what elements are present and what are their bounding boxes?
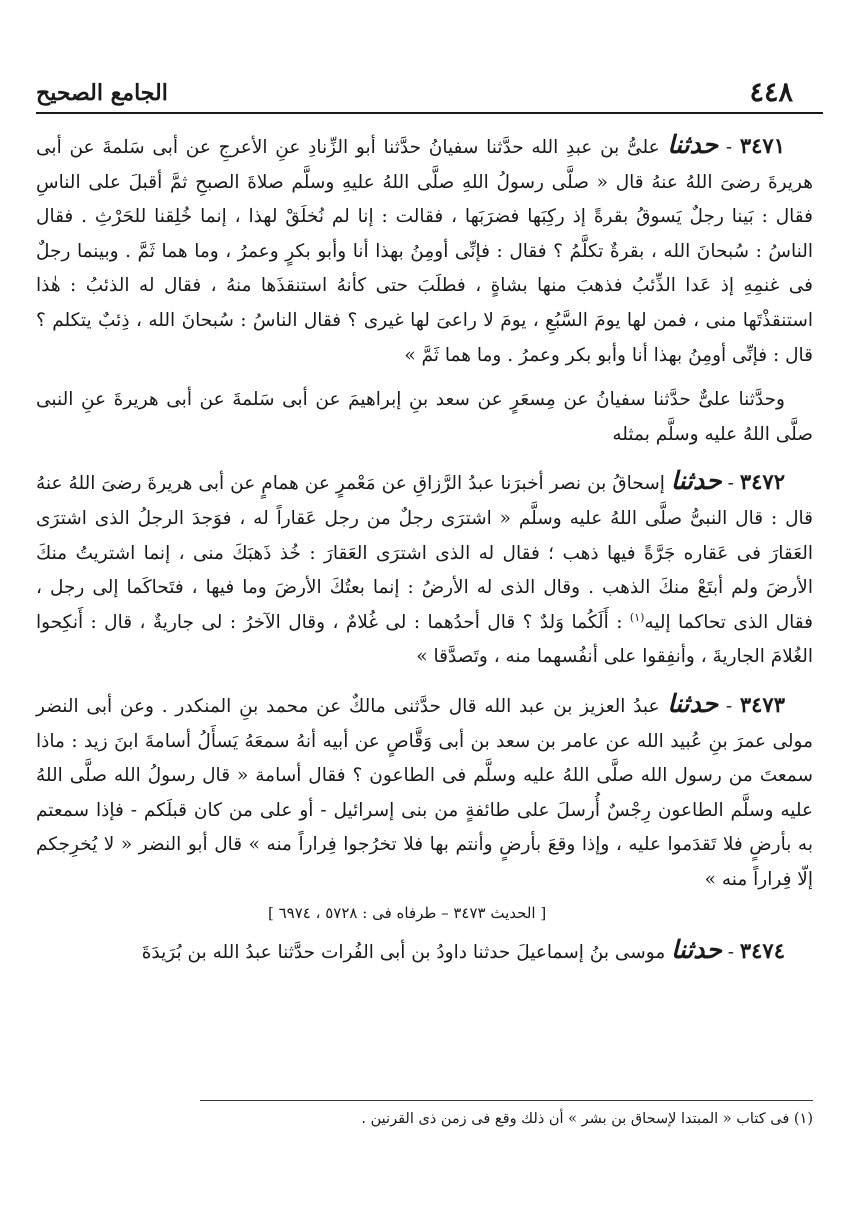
page-number: ٤٤٨	[749, 77, 793, 108]
footnote: (١) فى كتاب « المبتدا لإسحاق بن بشر » أن ذلك وقع فى زمن ذى القرنين .	[361, 1111, 813, 1127]
body-text	[36, 128, 813, 971]
hadith-text: إسحاقُ بن نصر أخبرَنا عبدُ الرَّزاقِ عن مَعْمرٍ عن همامٍ عن أبى هريرةَ رضىَ اللهُ عنهُ قال : قال النبىُّ صلَّى اللهُ عليه وسلَّم « اشترَى رجلٌ من رجل عَقاراً له ، فوَجدَ الرجلُ الذى اشترَى العَقارَ فى عَقاره جَرَّةً فيها ذهب ؛ فقال له الذى اشترَى العَقارَ : خُذ ذَهبَكَ منى ، إنما اشتريتُ منكَ الأرضَ ولم أبتَعْ منكَ الذهب . وقال الذى له الأرضُ : إنما بعتُكَ الأرضَ وما فيها ، فتَحاكَما إلى رجل ، فقال الذى تحاكما إليه	[36, 473, 813, 633]
haddathana-mark: حدثنا	[667, 130, 719, 159]
hadith-text: موسى بنُ إسماعيلَ حدثنا داودُ بن أبى الفُرات حدَّثنا عبدُ الله بن بُرَيدَةَ	[141, 942, 666, 964]
haddathana-mark: حدثنا	[670, 466, 722, 496]
haddathana-mark: حدثنا	[671, 935, 722, 965]
footnote-marker: (١)	[629, 610, 645, 624]
hadith-number: ٣٤٧١	[739, 133, 785, 158]
hadith-3473: ٣٤٧٣ - حدثنا عبدُ العزيز بن عبد الله قال حدَّثنى مالكٌ عن محمد بنِ المنكدر . وعن أبى النضر مولى عمرَ بنِ عُبيد الله عن عامر بن سعد بن أبى وَقَّاصٍ عن أبيه أنهُ سمعَهُ يَسأَلُ أسامةَ ابنَ زيد : ماذا سمعتَ من رسول الله صلَّى اللهُ عليه وسلَّم فى الطاعون ؟ فقال أسامة « قال رسولُ الله صلَّى اللهُ عليه وسلَّم الطاعون رِجْسٌ أُرسلَ على طائفةٍ من بنى إسرائيل - أو على من كان قبلَكم - فإذا سمعتم به بأرضٍ فلا تَقدَموا عليه ، وإذا وقعَ بأرضٍ وأنتم بها فلا تخرُجوا فِراراً منه » قال أبو النضر « لا يُخرِجكم إلّا فِراراً منه »	[36, 688, 813, 890]
hadith-3471: ٣٤٧١ - حدثنا علىُّ بن عبدِ الله حدَّثنا سفيانُ حدَّثنا أبو الزِّنادِ عنِ الأعرجِ عن أبى سَلمةَ عن أبى هريرةَ رضىَ اللهُ عنهُ قال « صلَّى رسولُ اللهِ صلَّى اللهُ عليهِ وسلَّم صلاةَ الصبحِ ثمَّ أقبلَ على الناسِ فقال : بَينا رجلٌ يَسوقُ بقرةً إذ ركِبَها فضرَبَها ، فقالت : إنا لم نُخلَقْ لهذا ، إنما خُلِقنا للحَرْثِ . فقال الناسُ : سُبحانَ الله ، بقرةٌ تكلَّمُ ؟ فقال : فإنِّى أومِنُ بهذا أنا وأبو بكرٍ وعمرُ ، وما هما ثَمَّ . وبينما رجلٌ فى غنمِهِ إذ عَدا الذِّئبُ فذهبَ منها بشاةٍ ، فطلَبَ حتى كأنهُ استنقذَها منهُ ، فقال له الذئبُ : هٰذا استنقذْتَها منى ، فمن لها يومَ السَّبُعِ ، يومَ لا راعىَ لها غيرى ؟ فقال الناسُ : سُبحانَ الله ، ذِئبٌ يتكلم ؟ قال : فإنِّى أومِنُ بهذا أنا وأبو بكر وعمرُ . وما هما ثَمَّ »	[36, 130, 813, 366]
hadith-text-continued: : أَلَكُما وَلدٌ ؟ قال أحدُهما : لى غُلامٌ ، وقال الآخرُ : لى جاريةٌ ، قال : أَنكِحوا الغُلامَ الجاريةَ ، وأنفِقوا على أنفُسهما منه ، وتَصدَّقا »	[36, 611, 813, 668]
hadith-number: ٣٤٧٢	[739, 469, 785, 495]
hadith-number: ٣٤٧٤	[739, 938, 785, 964]
cross-reference-text: [ الحديث ٣٤٧٣ – طرفاه فى : ٥٧٢٨ ، ٦٩٧٤ ]	[268, 904, 547, 923]
book-title: الجامع الصحيح	[36, 80, 168, 106]
cross-reference	[36, 901, 813, 925]
hadith-text: عبدُ العزيز بن عبد الله قال حدَّثنى مالكٌ عن محمد بنِ المنكدر . وعن أبى النضر مولى عمرَ بنِ عُبيد الله عن عامر بن سعد بن أبى وَقَّاصٍ عن أبيه أنهُ سمعَهُ يَسأَلُ أسامةَ ابنَ زيد : ماذا سمعتَ من رسول الله صلَّى اللهُ عليه وسلَّم فى الطاعون ؟ فقال أسامة « قال رسولُ الله صلَّى اللهُ عليه وسلَّم الطاعون رِجْسٌ أُرسلَ على طائفةٍ من بنى إسرائيل - أو على من كان قبلَكم - فإذا سمعتم به بأرضٍ فلا تَقدَموا عليه ، وإذا وقعَ بأرضٍ وأنتم بها فلا تخرُجوا فِراراً منه » قال أبو النضر « لا يُخرِجكم إلّا فِراراً منه »	[36, 695, 813, 890]
hadith-3472: ٣٤٧٢ - حدثنا إسحاقُ بن نصر أخبرَنا عبدُ الرَّزاقِ عن مَعْمرٍ عن همامٍ عن أبى هريرةَ رضىَ اللهُ عنهُ قال : قال النبىُّ صلَّى اللهُ عليه وسلَّم « اشترَى رجلٌ من رجل عَقاراً له ، فوَجدَ الرجلُ الذى اشترَى العَقارَ فى عَقاره جَرَّةً فيها ذهب ؛ فقال له الذى اشترَى العَقارَ : خُذ ذَهبَكَ منى ، إنما اشتريتُ منكَ الأرضَ ولم أبتَعْ منكَ الذهب . وقال الذى له الأرضُ : إنما بعتُكَ الأرضَ وما فيها ، فتَحاكَما إلى رجل ، فقال الذى تحاكما إليه$^{(١)}$ : أَلَكُما وَلدٌ ؟ قال أحدُهما : لى غُلامٌ ، وقال الآخرُ : لى جاريةٌ ، قال : أَنكِحوا الغُلامَ الجاريةَ ، وأنفِقوا على أنفُسهما منه ، وتَصدَّقا »	[36, 466, 813, 668]
hadith-number: ٣٤٧٣	[739, 691, 785, 717]
haddathana-mark: حدثنا	[667, 688, 719, 718]
hadith-text: علىُّ بن عبدِ الله حدَّثنا سفيانُ حدَّثنا أبو الزِّنادِ عنِ الأعرجِ عن أبى سَلمةَ عن أبى هريرةَ رضىَ اللهُ عنهُ قال « صلَّى رسولُ اللهِ صلَّى اللهُ عليهِ وسلَّم صلاةَ الصبحِ ثمَّ أقبلَ على الناسِ فقال : بَينا رجلٌ يَسوقُ بقرةً إذ ركِبَها فضرَبَها ، فقالت : إنا لم نُخلَقْ لهذا ، إنما خُلِقنا للحَرْثِ . فقال الناسُ : سُبحانَ الله ، بقرةٌ تكلَّمُ ؟ فقال : فإنِّى أومِنُ بهذا أنا وأبو بكرٍ وعمرُ ، وما هما ثَمَّ . وبينما رجلٌ فى غنمِهِ إذ عَدا الذِّئبُ فذهبَ منها بشاةٍ ، فطلَبَ حتى كأنهُ استنقذَها منهُ ، فقال له الذئبُ : هٰذا استنقذْتَها منى ، فمن لها يومَ السَّبُعِ ، يومَ لا راعىَ لها غيرى ؟ فقال الناسُ : سُبحانَ الله ، ذِئبٌ يتكلم ؟ قال : فإنِّى أومِنُ بهذا أنا وأبو بكر وعمرُ . وما هما ثَمَّ »	[36, 137, 813, 366]
hadith-3474: ٣٤٧٤ - حدثنا موسى بنُ إسماعيلَ حدثنا داودُ بن أبى الفُرات حدَّثنا عبدُ الله بن بُرَيدَةَ	[141, 935, 785, 965]
footnote-divider	[200, 1100, 813, 1101]
running-head	[36, 76, 823, 114]
hadith-sub-chain: وحدَّثنا علىٌّ حدَّثنا سفيانُ عن مِسعَرٍ عن سعد بنِ إبراهيمَ عن أبى سَلمةَ عن أبى هريرةَ عنِ النبى صلَّى اللهُ عليه وسلَّم بمثله	[36, 389, 813, 445]
